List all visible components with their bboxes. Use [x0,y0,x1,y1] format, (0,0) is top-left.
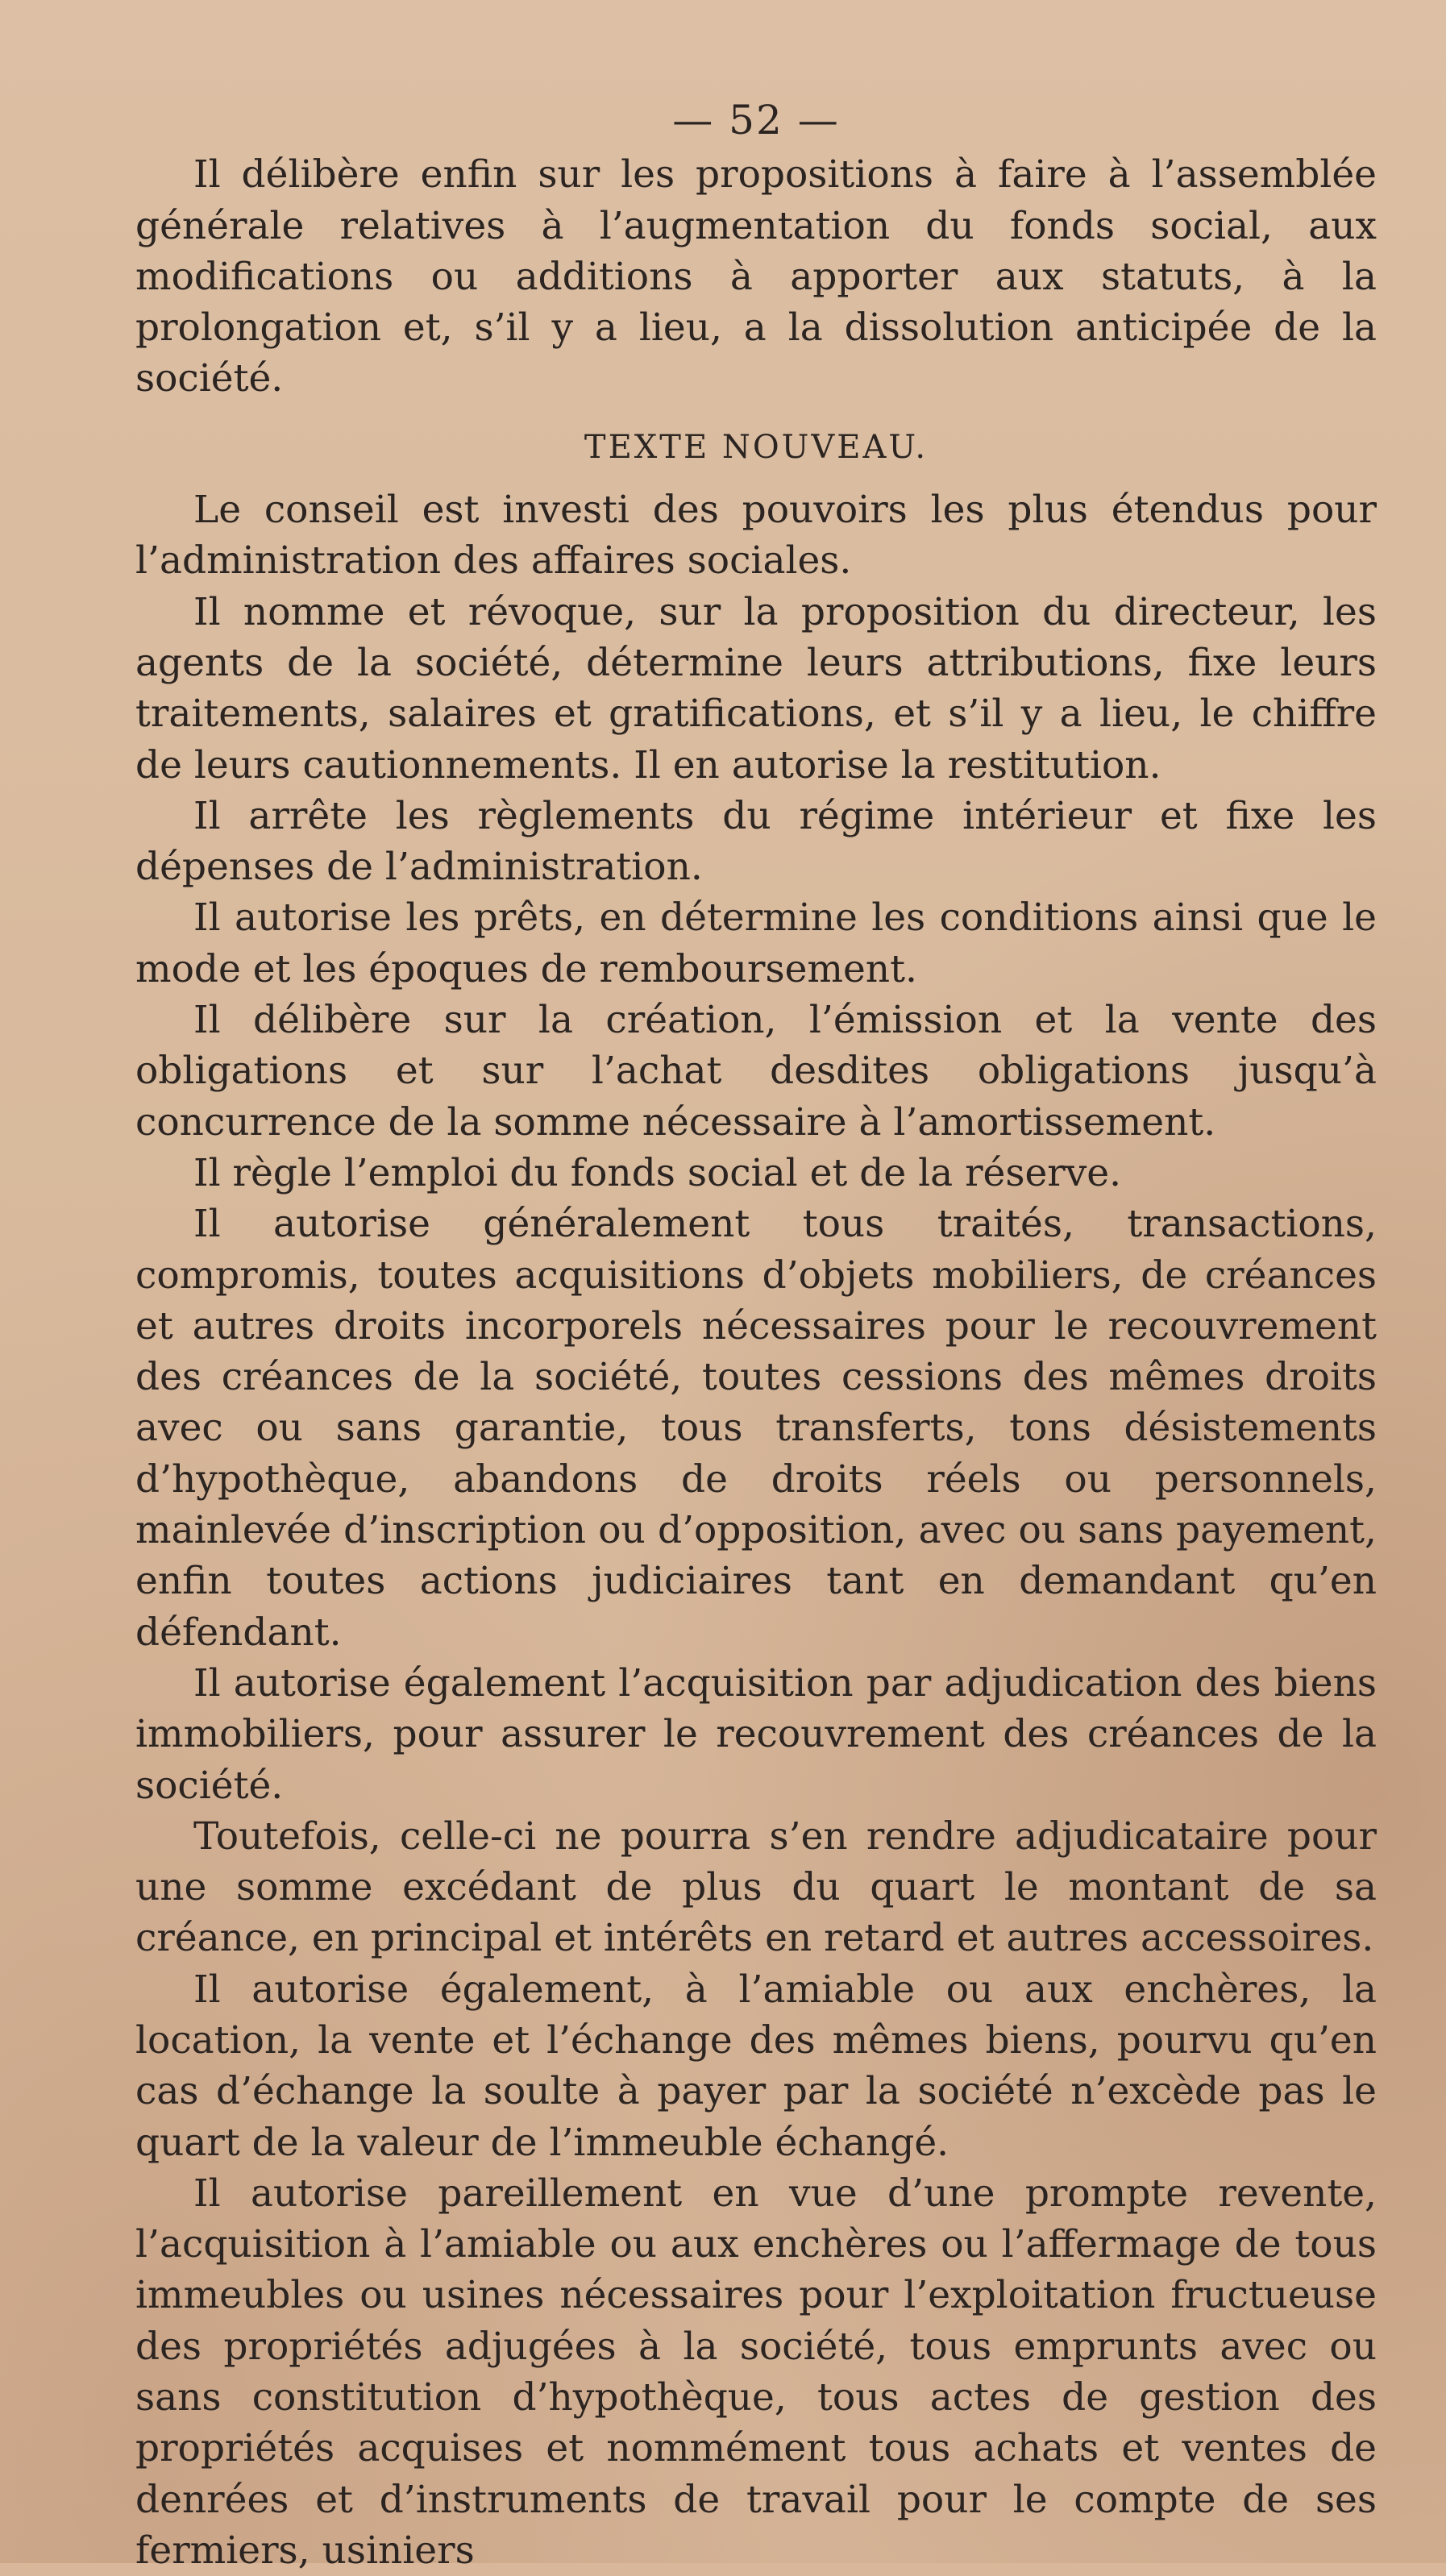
page-number: — 52 — [672,97,840,143]
text-block [135,95,1377,2576]
paragraph: Il autorise pareillement en vue d’une prompte revente, l’acquisition à l’amiable ou aux enchères ou l’affermage de tous immeubles ou usines nécessaires pour l’exploitation fructueuse des propriétés adjugées à la société, tous emprunts avec ou sans constitution d’hypothèque, tous actes de gestion des propriétés acquises et nommément tous achats et ventes de denrées et d’instruments de travail pour le compte de ses fermiers, usiniers [135,2171,1377,2573]
paragraph: Il nomme et révoque, sur la proposition du directeur, les agents de la société, détermine leurs attributions, fixe leurs traitements, salaires et gratifications, et s’il y a lieu, le chiffre de leurs cautionnements. Il en autorise la restitution. [135,589,1377,787]
paragraph: Il arrête les règlements du régime intérieur et fixe les dépenses de l’administration. [135,793,1377,890]
section-heading: TEXTE NOUVEAU. [584,428,929,466]
paragraph: Il délibère sur la création, l’émission et la vente des obligations et sur l’achat desdites obligations jusqu’à concurrence de la somme nécessaire à l’amortissement. [135,998,1377,1145]
paragraph: Toutefois, celle-ci ne pourra s’en rendre adjudicataire pour une somme excédant de plus du quart le montant de sa créance, en principal et intérêts en retard et autres accessoires. [135,1814,1377,1961]
paragraph: Il autorise également l’acquisition par adjudication des biens immobiliers, pour assurer le recouvrement des créances de la société. [135,1660,1377,1808]
paragraph-intro: Il délibère enfin sur les propositions à faire à l’assemblée générale relatives à l’augmentation du fonds social, aux modifications ou additions à apporter aux statuts, à la prolongation et, s’il y a lieu, a la dissolution anticipée de la société. [135,152,1377,401]
paragraph: Il autorise également, à l’amiable ou aux enchères, la location, la vente et l’échange des mêmes biens, pourvu qu’en cas d’échange la soulte à payer par la société n’excède pas le quart de la valeur de l’immeuble échangé. [135,1967,1377,2165]
paragraph: Il autorise les prêts, en détermine les conditions ainsi que le mode et les époques de remboursement. [135,895,1377,991]
paragraph: Il règle l’emploi du fonds social et de la réserve. [193,1150,1122,1195]
paragraph: Le conseil est investi des pouvoirs les plus étendus pour l’administration des affaires sociales. [135,488,1377,584]
paragraph: Il autorise généralement tous traités, transactions, compromis, toutes acquisitions d’objets mobiliers, de créances et autres droits incorporels nécessaires pour le recouvrement des créances de la société, toutes cessions des mêmes droits avec ou sans garantie, tous transferts, tons désistements d’hypothèque, abandons de droits réels ou personnels, mainlevée d’inscription ou d’opposition, avec ou sans payement, enfin toutes actions judiciaires tant en demandant qu’en défendant. [135,1202,1377,1655]
